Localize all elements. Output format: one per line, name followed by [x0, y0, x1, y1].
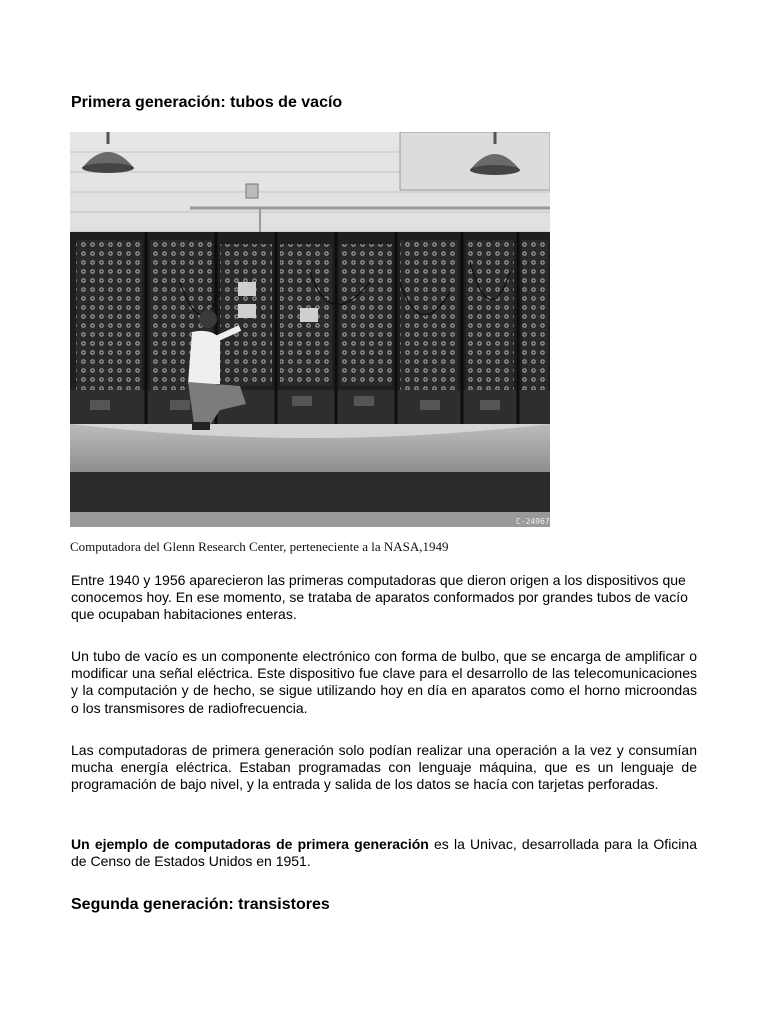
- section-heading-segunda-generacion: Segunda generación: transistores: [71, 896, 330, 913]
- section-heading-primera-generacion: Primera generación: tubos de vacío: [71, 94, 343, 111]
- paragraph-first-gen-features: Las computadoras de primera generación solo podían realizar una operación a la vez y consumían mucha energía eléctrica. Estaban programadas con lenguaje máquina, que es un lenguaje de programación de bajo nivel, y la entrada y salida de los datos se hacía con tarjetas perforadas.: [71, 742, 697, 793]
- paragraph-univac-bold: Un ejemplo de computadoras de primera generación: [71, 836, 429, 852]
- photo-illustration: [70, 132, 550, 527]
- photo-caption: Computadora del Glenn Research Center, perteneciente a la NASA,1949: [70, 539, 449, 554]
- nasa-computer-photo: [70, 132, 550, 527]
- paragraph-intro: Entre 1940 y 1956 aparecieron las primeras computadoras que dieron origen a los dispositivos que conocemos hoy. En ese momento, se trataba de aparatos conformados por grandes tubos de vacío que ocupaban habitaciones enteras.: [71, 572, 688, 623]
- photo-plate-number: C-24967: [516, 517, 550, 526]
- paragraph-vacuum-tube: Un tubo de vacío es un componente electrónico con forma de bulbo, que se encarga de amplificar o modificar una señal eléctrica. Este dispositivo fue clave para el desarrollo de las telecomunicaciones y la computación y de hecho, se sigue utilizando hoy en día en aparatos como el horno microondas o los transmisores de radiofrecuencia.: [71, 648, 697, 716]
- paragraph-univac-example: [71, 836, 697, 870]
- paragraph-univac-text: es la Univac, desarrollada para la Oficina de Censo de Estados Unidos en 1951.: [71, 836, 697, 870]
